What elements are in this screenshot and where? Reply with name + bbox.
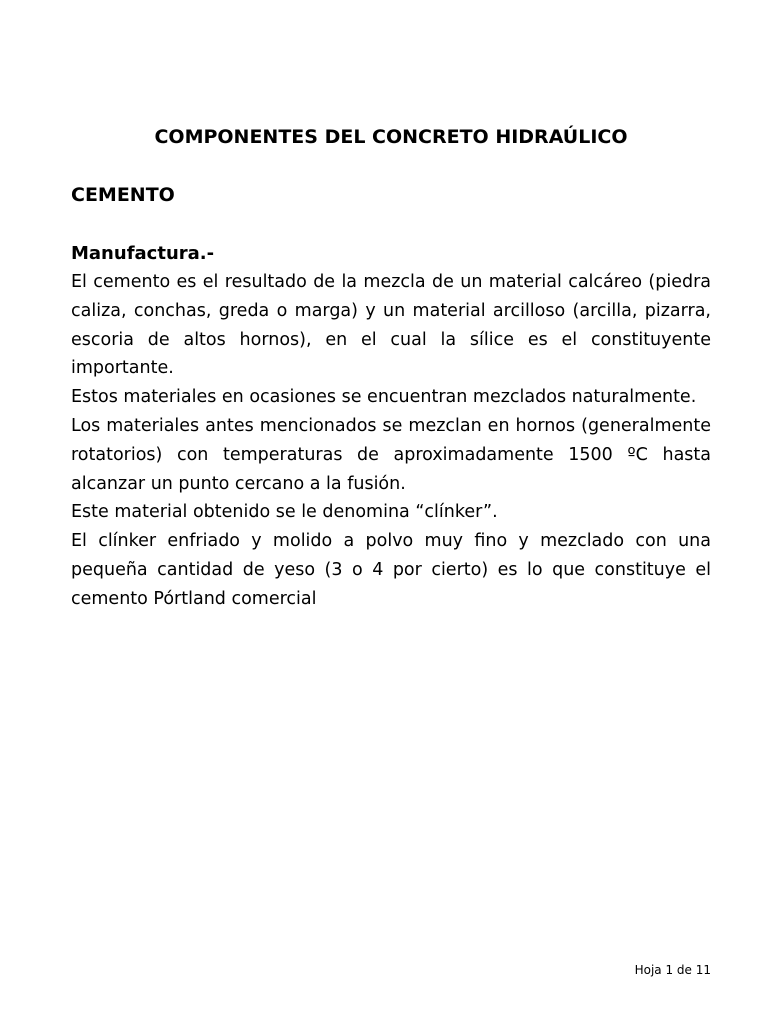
body-paragraph: Estos materiales en ocasiones se encuentran mezclados naturalmente. (71, 387, 697, 408)
body-paragraph: Los materiales antes mencionados se mezclan en hornos (generalmente rotatorios) con temperaturas de aproximadamente 1500 ºC hasta alcanzar un punto cercano a la fusión. (71, 415, 711, 494)
body-paragraph: Este material obtenido se le denomina “clínker”. (71, 502, 498, 523)
section-heading: CEMENTO (71, 184, 175, 206)
subsection-heading: Manufactura.- (71, 243, 215, 264)
body-paragraph: El cemento es el resultado de la mezcla de un material calcáreo (piedra caliza, conchas, greda o marga) y un material arcilloso (arcilla, pizarra, escoria de altos hornos), en el cual la sílice es el constituyente importante. (71, 272, 711, 379)
page-number: Hoja 1 de 11 (634, 963, 711, 977)
body-paragraph: El clínker enfriado y molido a polvo muy fino y mezclado con una pequeña cantidad de yeso (3 o 4 por cierto) es lo que constituye el cemento Pórtland comercial (71, 531, 711, 609)
document-body (71, 239, 711, 614)
document-title: COMPONENTES DEL CONCRETO HIDRAÚLICO (154, 126, 628, 148)
